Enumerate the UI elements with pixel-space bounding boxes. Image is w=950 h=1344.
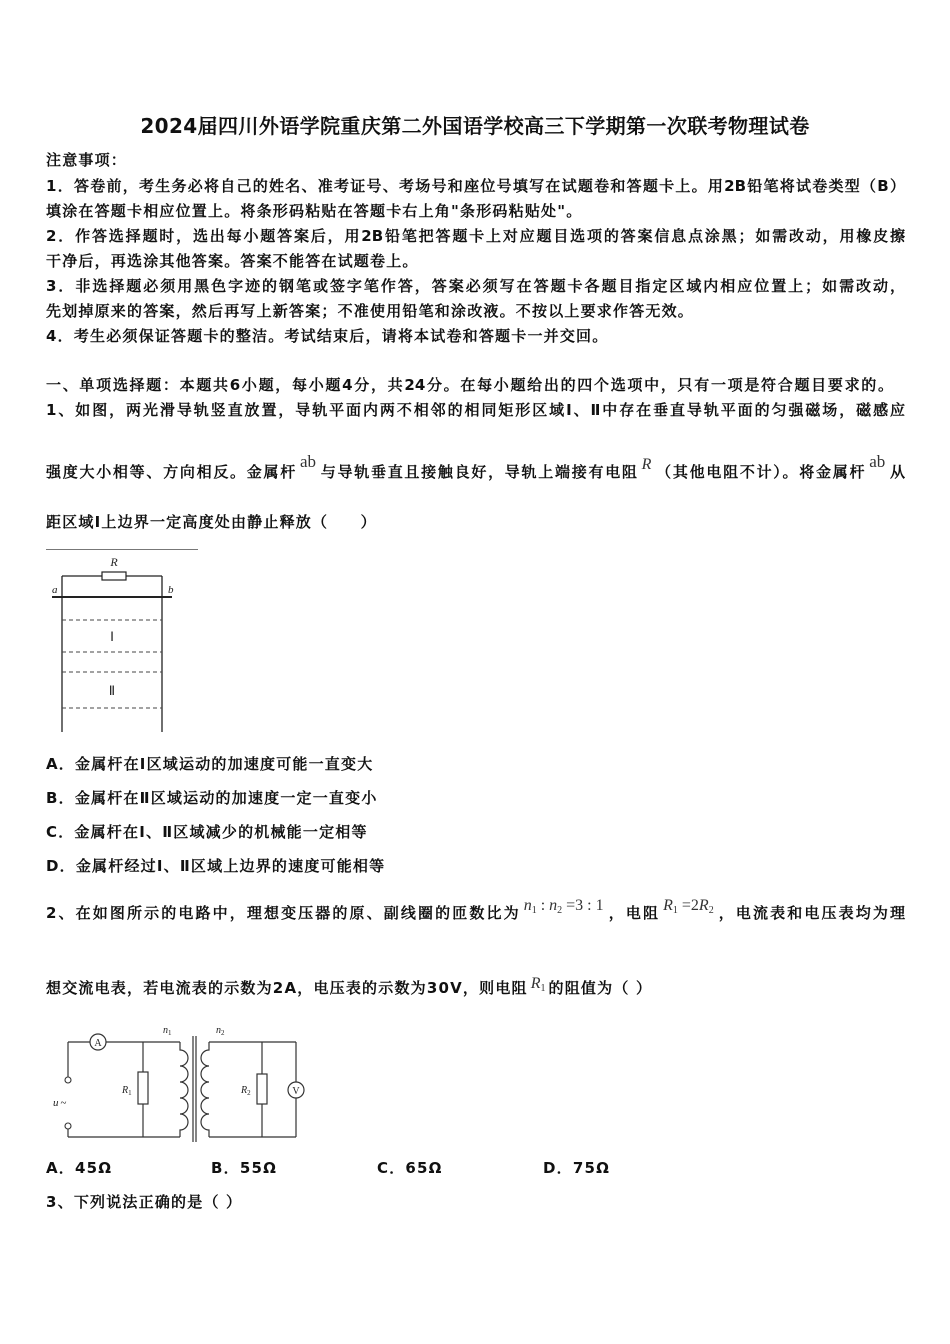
q1-text-part-1: 强度大小相等、方向相反。金属杆 [46,463,297,481]
resistor-r1-label [121,1085,132,1097]
q2-stem-line-2 [46,975,653,999]
page-title: 2024届四川外语学院重庆第二外国语学校高三下学期第一次联考物理试卷 [140,114,810,138]
r1-label-sub: 1 [128,1089,132,1097]
q2-ratio-n2: n [549,897,558,914]
notice-line-3: 2．作答选择题时，选出每小题答案后，用2B铅笔把答题卡上对应题目选项的答案信息点涂黑；如需改动，用橡皮擦 [46,227,905,245]
q2-rel-r2-sub: 2 [708,905,714,916]
q1-option-b: B．金属杆在Ⅱ区域运动的加速度一定一直变小 [46,789,378,807]
notice-line-2: 填涂在答题卡相应位置上。将条形码粘贴在答题卡右上角"条形码粘贴处"。 [46,202,583,220]
q1-stem-line-1: 1、如图，两光滑导轨竖直放置，导轨平面内两不相邻的相同矩形区域Ⅰ、Ⅱ中存在垂直导轨平面的匀强磁场，磁感应 [46,401,905,419]
q1-option-a: A．金属杆在Ⅰ区域运动的加速度可能一直变大 [46,755,374,773]
n1-symbol: n [163,1025,168,1036]
q1-text-part-2: 与导轨垂直且接触良好，导轨上端接有电阻 [319,463,639,481]
secondary-turns-label [216,1025,225,1037]
q2-rel-r1: R [663,897,673,914]
notice-line-7: 4．考生必须保证答题卡的整洁。考试结束后，请将本试卷和答题卡一并交回。 [46,327,609,345]
upper-terminal [65,1077,71,1083]
q2-var-r1-sub: 1 [540,983,546,994]
primary-turns-label [163,1025,172,1037]
q2-ratio-rhs: =3 : 1 [562,897,604,914]
notice-heading: 注意事项： [46,151,128,169]
notice-line-4: 干净后，再选涂其他答案。答案不能答在试题卷上。 [46,252,419,270]
primary-coil [180,1042,188,1137]
resistor-r2 [257,1074,267,1104]
secondary-coil [201,1042,209,1137]
n2-symbol: n [216,1025,221,1036]
q1-stem-line-3: 距区域Ⅰ上边界一定高度处由静止释放（ ） [46,513,377,531]
label-b: b [168,584,174,596]
q1-var-r-symbol: R [641,456,652,473]
transformer-circuit-diagram [50,1020,310,1145]
q2-rel-r1-sub: 1 [672,905,678,916]
lower-terminal [65,1123,71,1129]
q2-var-r1-symbol: R [530,975,541,992]
region-2-label: Ⅱ [108,683,116,698]
source-label [53,1097,67,1109]
region-1-label: Ⅰ [110,629,114,644]
q2-ratio-n1: n [523,897,532,914]
resistor-r-label: R [110,555,118,569]
ammeter-label: A [94,1038,102,1049]
q1-text-part-4: 从 [888,463,905,481]
q2-text-part-5: 的阻值为（ ） [548,979,653,997]
q2-resistance-relation [660,896,717,916]
q2-stem-line-1 [46,897,905,924]
q1-var-ab: ab [299,452,317,471]
resistor-r2-label [240,1085,251,1097]
q2-ratio-colon: : [536,897,550,914]
q2-rel-r2: R [698,897,709,914]
q2-var-r1 [528,974,549,994]
q2-text-part-1: 2、在如图所示的电路中，理想变压器的原、副线圈的匝数比为 [46,904,521,922]
notice-line-1: 1．答卷前，考生务必将自己的姓名、准考证号、考场号和座位号填写在试题卷和答题卡上。用2B铅笔将试卷类型（B） [46,177,905,195]
q2-text-part-3: ，电流表和电压表均为理 [716,904,905,922]
q2-option-c: C．65Ω [377,1159,443,1177]
q2-option-b: B．55Ω [211,1159,278,1177]
rail-diagram [46,550,186,735]
q1-var-ab-2: ab [869,452,886,471]
q1-stem-line-2 [46,452,905,483]
source-u: u [53,1097,59,1109]
source-ac-symbol: ~ [60,1097,67,1109]
q1-var-r [639,455,655,475]
label-a: a [52,584,58,596]
q2-option-a: A．45Ω [46,1159,113,1177]
q2-option-d: D．75Ω [543,1159,611,1177]
resistor-r1 [138,1072,148,1104]
section-heading: 一、单项选择题：本题共6小题，每小题4分，共24分。在每小题给出的四个选项中，只有一项是符合题目要求的。 [46,376,893,394]
r1-label-symbol: R [122,1085,129,1096]
q3-stem: 3、下列说法正确的是（ ） [46,1193,243,1211]
q2-ratio-n2-sub: 2 [557,905,563,916]
q2-text-part-4: 想交流电表，若电流表的示数为2A，电压表的示数为30V，则电阻 [46,979,528,997]
resistor-r [102,572,126,580]
notice-line-6: 先划掉原来的答案，然后再写上新答案；不准使用铅笔和涂改液。不按以上要求作答无效。 [46,302,695,320]
voltmeter-label: V [292,1086,300,1097]
q2-ratio-n1-sub: 1 [531,905,537,916]
r2-label-sub: 2 [247,1089,251,1097]
n2-sub: 2 [221,1029,225,1037]
notice-line-5: 3．非选择题必须用黑色字迹的钢笔或签字笔作答，答案必须写在答题卡各题目指定区域内相应位置上；如需改动， [46,277,905,295]
r2-label-symbol: R [241,1085,248,1096]
q1-option-c: C．金属杆在Ⅰ、Ⅱ区域减少的机械能一定相等 [46,823,368,841]
n1-sub: 1 [168,1029,172,1037]
q2-turns-ratio [521,896,607,916]
q1-text-part-3: （其他电阻不计）。将金属杆 [654,463,867,481]
q2-text-part-2: ，电阻 [606,904,661,922]
q2-rel-mid: =2 [677,897,699,914]
q1-option-d: D．金属杆经过Ⅰ、Ⅱ区域上边界的速度可能相等 [46,857,386,875]
